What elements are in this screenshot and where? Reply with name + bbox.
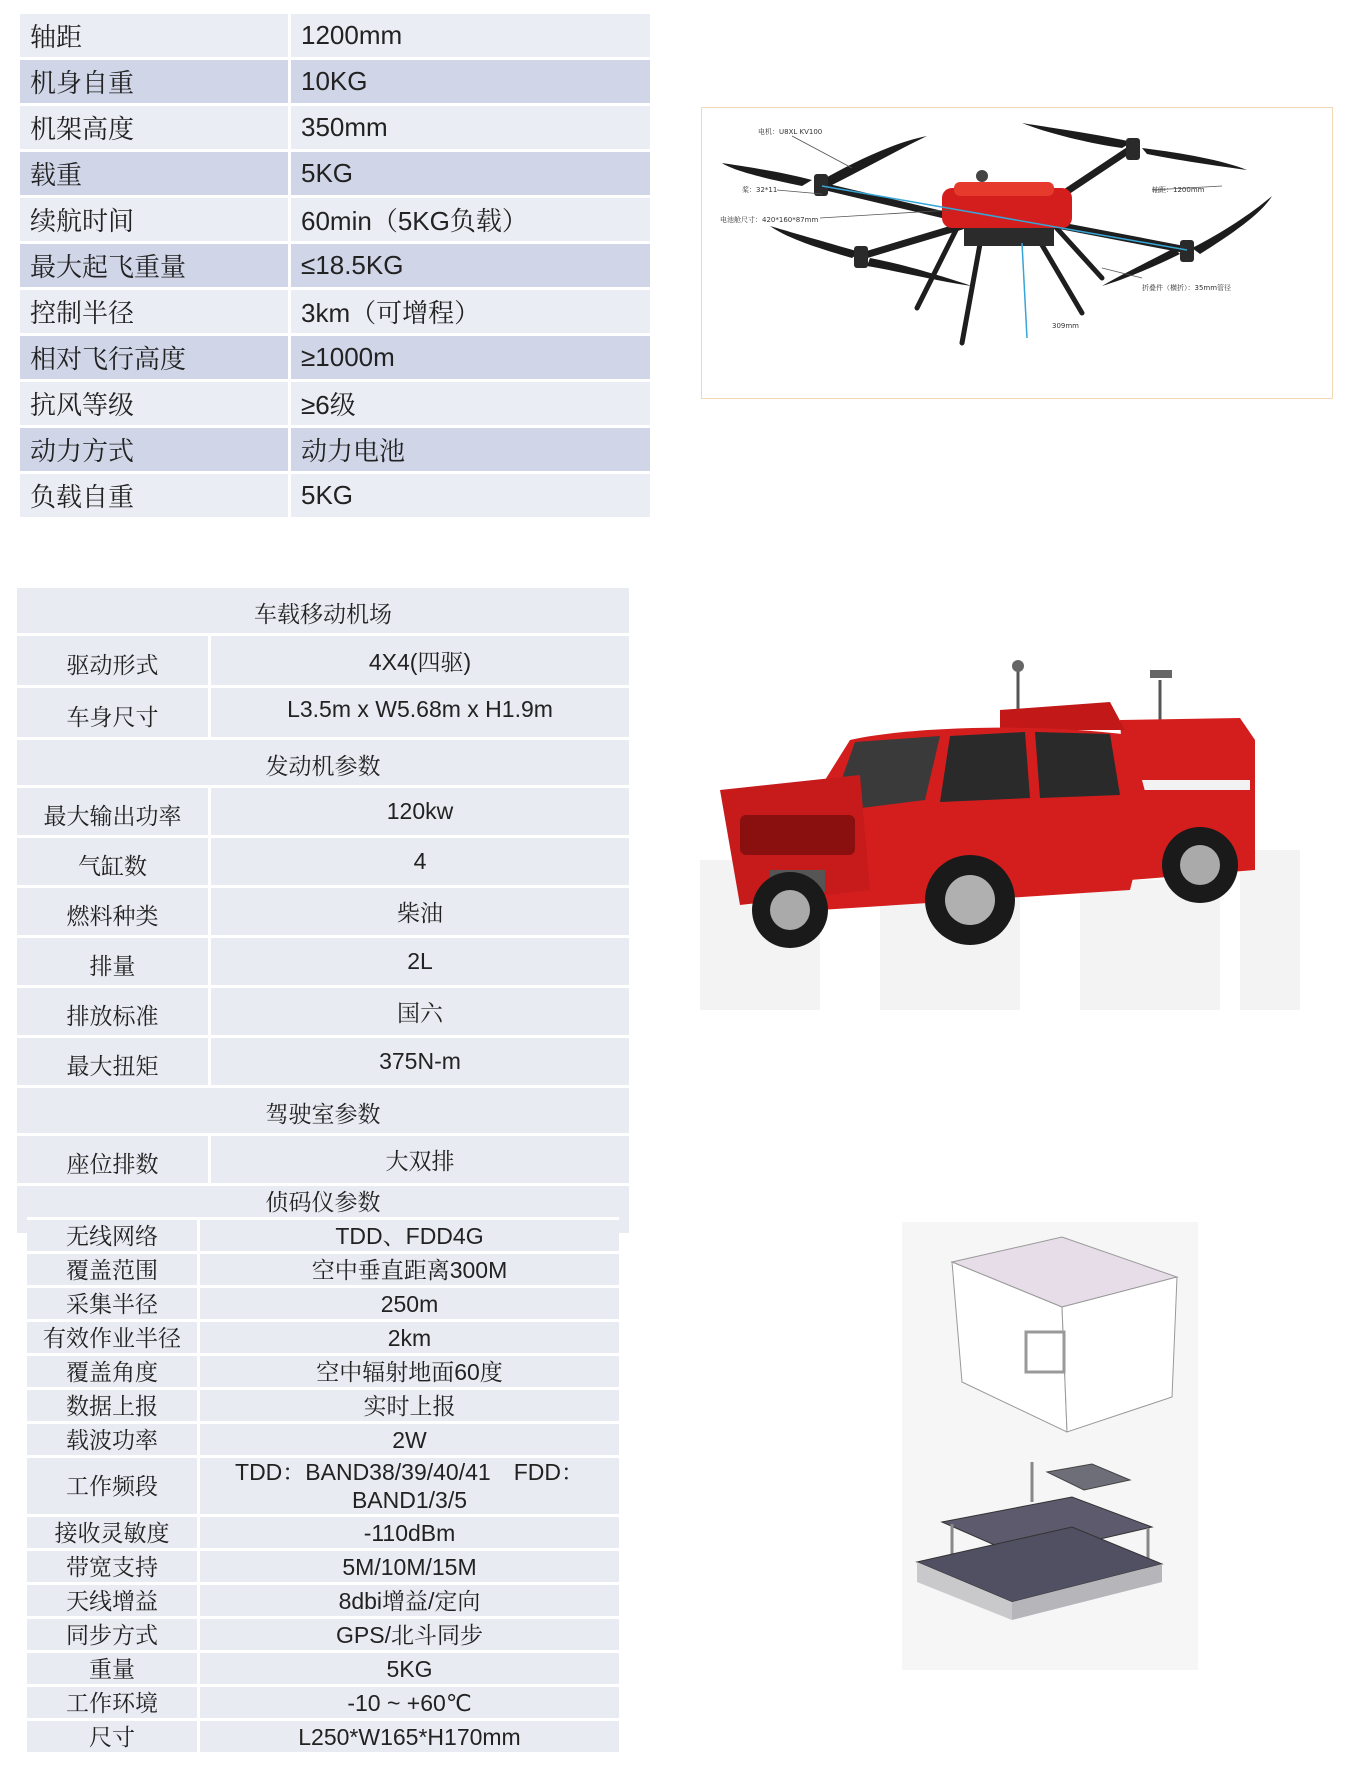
vehicle-illustration [700,640,1312,1020]
motor [1126,138,1140,160]
spec-label: 排量 [17,938,211,988]
decoder-title: 侦码仪参数 [27,1186,619,1220]
rim [945,875,995,925]
table-row [27,1356,619,1390]
table-row [27,1220,619,1254]
spec-label: 负载自重 [20,474,291,520]
frame-base [964,228,1054,246]
table-row [17,988,629,1038]
battery-cover [954,182,1054,196]
spec-label: 机架高度 [20,106,291,152]
spec-value: 350mm [291,106,650,152]
table-row [17,888,629,938]
propeller-blade [1192,196,1272,254]
table-row [27,1687,619,1721]
motor [1180,240,1194,262]
spec-value: 空中垂直距离300M [200,1254,619,1288]
spec-label: 最大输出功率 [17,788,211,838]
motor-label: 电机：U8XL KV100 [758,128,823,136]
spec-value: 10KG [291,60,650,106]
table-row [27,1424,619,1458]
grille [740,815,855,855]
spec-value: 4 [211,838,629,888]
propeller-blade [1142,148,1247,170]
spec-value: 3km（可增程） [291,290,650,336]
sensor [1012,660,1024,672]
table-row [17,688,629,740]
table-row [17,938,629,988]
gps-antenna [976,170,988,182]
rim [1180,845,1220,885]
spec-value: 国六 [211,988,629,1038]
section-row [17,740,629,788]
spec-value: 5KG [291,474,650,520]
drone-illustration [702,108,1332,398]
box-stripe [1140,780,1250,790]
spec-label: 重量 [27,1653,200,1687]
spec-label: 续航时间 [20,198,291,244]
propeller-blade [722,163,812,186]
spec-label: 驱动形式 [17,636,211,688]
cab-section-title: 驾驶室参数 [17,1088,629,1136]
table-row [27,1585,619,1619]
spec-label: 无线网络 [27,1220,200,1254]
table-row [27,1517,619,1551]
table-row [27,1653,619,1687]
spec-value: 大双排 [211,1136,629,1186]
spec-value: TDD、FDD4G [200,1220,619,1254]
spec-label: 相对飞行高度 [20,336,291,382]
spec-label: 机身自重 [20,60,291,106]
red-truck [700,640,1312,1020]
table-row [20,244,650,290]
table-row [20,474,650,520]
spec-label: 有效作业半径 [27,1322,200,1356]
spec-value: 2L [211,938,629,988]
rim [770,890,810,930]
spec-value: GPS/北斗同步 [200,1619,619,1653]
propeller-blade [822,136,927,186]
spec-value: 120kw [211,788,629,838]
spec-value: 空中辐射地面60度 [200,1356,619,1390]
table-row [17,838,629,888]
spec-label: 车身尺寸 [17,688,211,740]
spec-label: 排放标准 [17,988,211,1038]
spec-label: 工作频段 [27,1458,200,1517]
landing-leg [962,233,982,343]
table-row [27,1619,619,1653]
table-row [27,1458,619,1517]
height-line [1022,243,1027,338]
spec-value: 250m [200,1288,619,1322]
spec-label: 最大起飞重量 [20,244,291,290]
table-row [17,1038,629,1088]
table-row [27,1288,619,1322]
spec-label: 采集半径 [27,1288,200,1322]
spec-value: 8dbi增益/定向 [200,1585,619,1619]
motor [854,246,868,268]
spec-label: 载重 [20,152,291,198]
spec-label: 气缸数 [17,838,211,888]
fold-label: 折叠件（横折）：35mm管径 [1142,284,1232,292]
spec-value: 5KG [291,152,650,198]
table-row [17,636,629,688]
height-label: 309mm [1052,322,1079,330]
table-row [20,198,650,244]
battery-bay-label: 电池舱尺寸：420*160*87mm [720,216,819,224]
wheelbase-label: 轴距：1200mm [1152,186,1205,194]
spec-value: 2W [200,1424,619,1458]
spec-label: 覆盖范围 [27,1254,200,1288]
spec-label: 最大扭矩 [17,1038,211,1088]
spec-label: 同步方式 [27,1619,200,1653]
table-row [17,788,629,838]
propeller-blade [1102,248,1180,286]
motor [814,174,828,196]
spec-value: 375N-m [211,1038,629,1088]
table-row [20,60,650,106]
spec-value: -10 ~ +60℃ [200,1687,619,1721]
table-header-row [17,588,629,636]
spec-label: 覆盖角度 [27,1356,200,1390]
side-window [940,732,1030,802]
spec-value: -110dBm [200,1517,619,1551]
propeller-blade [867,258,972,286]
engine-section-title: 发动机参数 [17,740,629,788]
spec-label: 接收灵敏度 [27,1517,200,1551]
decoder-spec-table [27,1186,619,1755]
rear-window [1035,732,1120,798]
spec-label: 燃料种类 [17,888,211,938]
drone-arm [822,186,957,218]
spec-value: 5KG [200,1653,619,1687]
table-row [20,14,650,60]
spec-value: TDD：BAND38/39/40/41 FDD：BAND1/3/5 [200,1458,619,1517]
spec-label: 载波功率 [27,1424,200,1458]
propeller-label: 桨：32*11 [742,186,778,194]
section-row [17,1088,629,1136]
table-row [27,1390,619,1424]
spec-label: 数据上报 [27,1390,200,1424]
spec-value: 2km [200,1322,619,1356]
spec-value: 实时上报 [200,1390,619,1424]
spec-value: L3.5m x W5.68m x H1.9m [211,688,629,740]
spec-label: 轴距 [20,14,291,60]
drone-spec-table [20,14,650,520]
table-row [27,1322,619,1356]
table-row [27,1551,619,1585]
spec-value: 5M/10M/15M [200,1551,619,1585]
spec-value: 动力电池 [291,428,650,474]
spec-value: ≥1000m [291,336,650,382]
spec-value: ≤18.5KG [291,244,650,290]
spec-value: ≥6级 [291,382,650,428]
spec-label: 工作环境 [27,1687,200,1721]
table-row [17,1136,629,1186]
drone-diagram [701,107,1333,399]
table-row [20,152,650,198]
propeller-blade [1022,123,1132,148]
leader-line [792,136,852,168]
spec-label: 尺寸 [27,1721,200,1755]
spec-label: 带宽支持 [27,1551,200,1585]
vehicle-title: 车载移动机场 [17,588,629,636]
spec-value: 1200mm [291,14,650,60]
watermark-shape [1240,850,1300,1010]
table-row [27,1721,619,1755]
vehicle-spec-table [17,588,629,1236]
table-row [20,428,650,474]
spec-value: 柴油 [211,888,629,938]
table-row [20,106,650,152]
spec-value: L250*W165*H170mm [200,1721,619,1755]
propeller-blade [770,226,860,258]
table-row [20,336,650,382]
decoder-device-illustration [902,1222,1198,1670]
table-row [20,290,650,336]
spec-label: 天线增益 [27,1585,200,1619]
spec-label: 抗风等级 [20,382,291,428]
table-row [20,382,650,428]
spec-label: 控制半径 [20,290,291,336]
spec-value: 4X4(四驱) [211,636,629,688]
weather-sensor [1150,670,1172,678]
exploded-device [902,1222,1198,1670]
spec-label: 座位排数 [17,1136,211,1186]
table-row [27,1254,619,1288]
spec-value: 60min（5KG负载） [291,198,650,244]
table-header-row [27,1186,619,1220]
spec-label: 动力方式 [20,428,291,474]
